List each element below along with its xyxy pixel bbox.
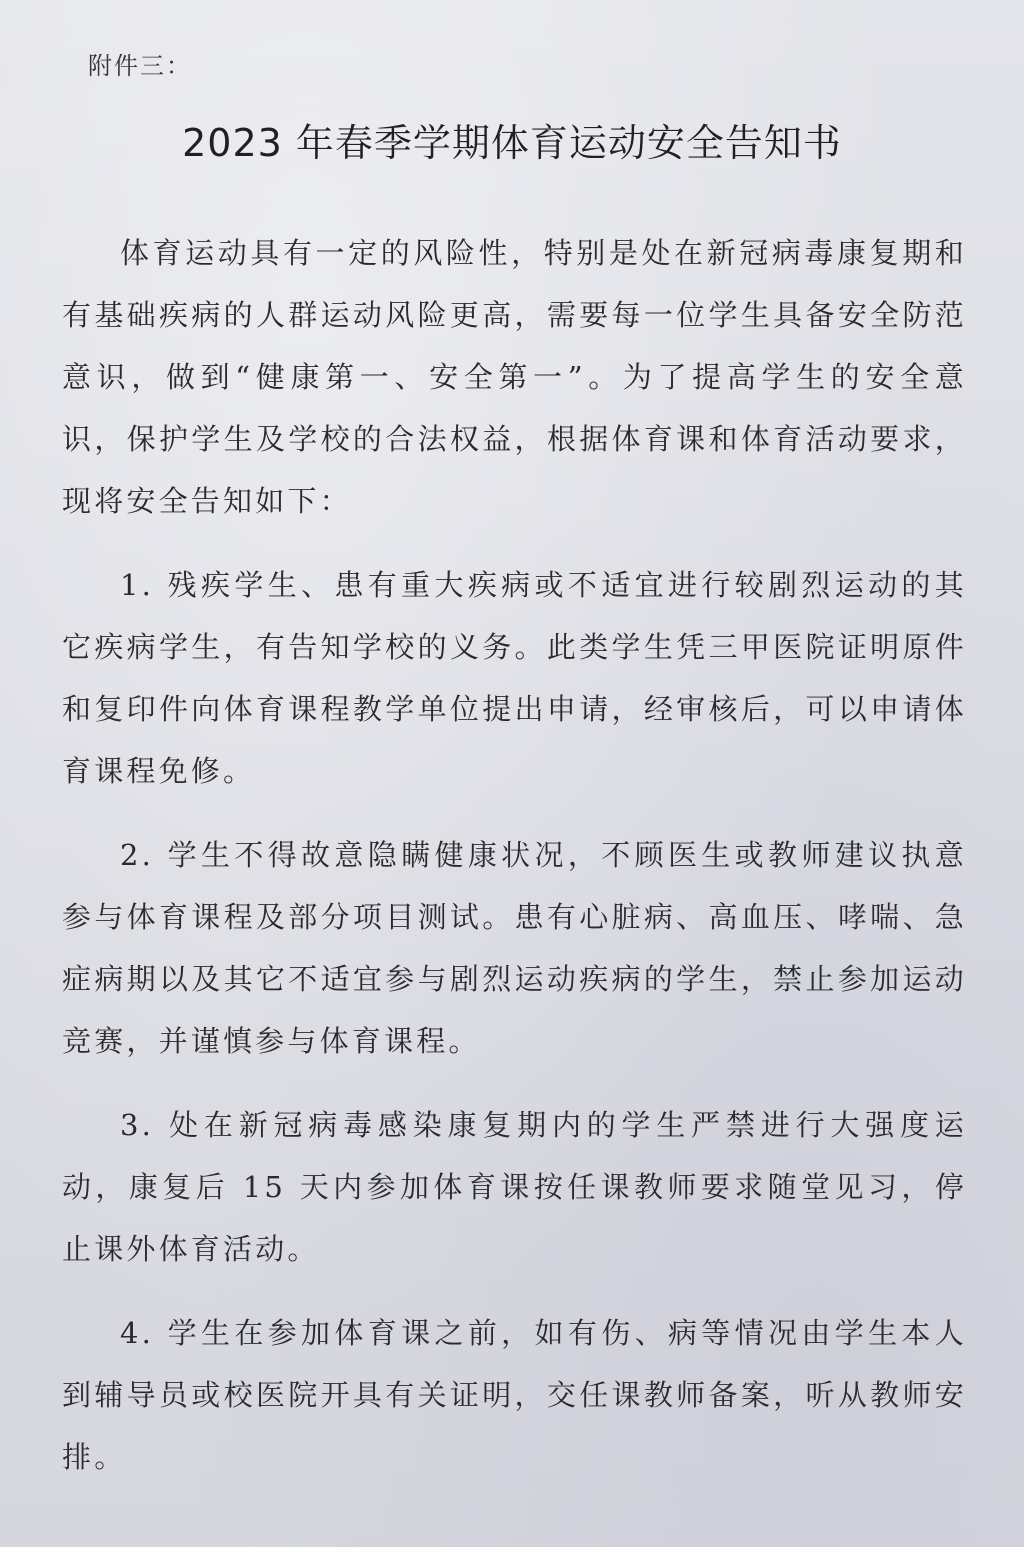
notice-item-3: 3. 处在新冠病毒感染康复期内的学生严禁进行大强度运动，康复后 15 天内参加体育课按任课教师要求随堂见习，停止课外体育活动。 bbox=[62, 1108, 967, 1266]
document-title: 2023 年春季学期体育运动安全告知书 bbox=[182, 121, 842, 165]
notice-item-4: 4. 学生在参加体育课之前，如有伤、病等情况由学生本人到辅导员或校医院开具有关证明，交任课教师备案，听从教师安排。 bbox=[62, 1316, 967, 1474]
document-body bbox=[62, 222, 967, 1510]
notice-item-1: 1. 残疾学生、患有重大疾病或不适宜进行较剧烈运动的其它疾病学生，有告知学校的义务。此类学生凭三甲医院证明原件和复印件向体育课程教学单位提出申请，经审核后，可以申请体育课程免修。 bbox=[62, 568, 967, 788]
attachment-label: 附件三： bbox=[88, 52, 192, 80]
intro-paragraph: 体育运动具有一定的风险性，特别是处在新冠病毒康复期和有基础疾病的人群运动风险更高，需要每一位学生具备安全防范意识，做到“健康第一、安全第一”。为了提高学生的安全意识，保护学生及学校的合法权益，根据体育课和体育活动要求，现将安全告知如下： bbox=[62, 236, 967, 518]
notice-item-2: 2. 学生不得故意隐瞒健康状况，不顾医生或教师建议执意参与体育课程及部分项目测试。患有心脏病、高血压、哮喘、急症病期以及其它不适宜参与剧烈运动疾病的学生，禁止参加运动竞赛，并谨慎参与体育课程。 bbox=[62, 838, 967, 1058]
